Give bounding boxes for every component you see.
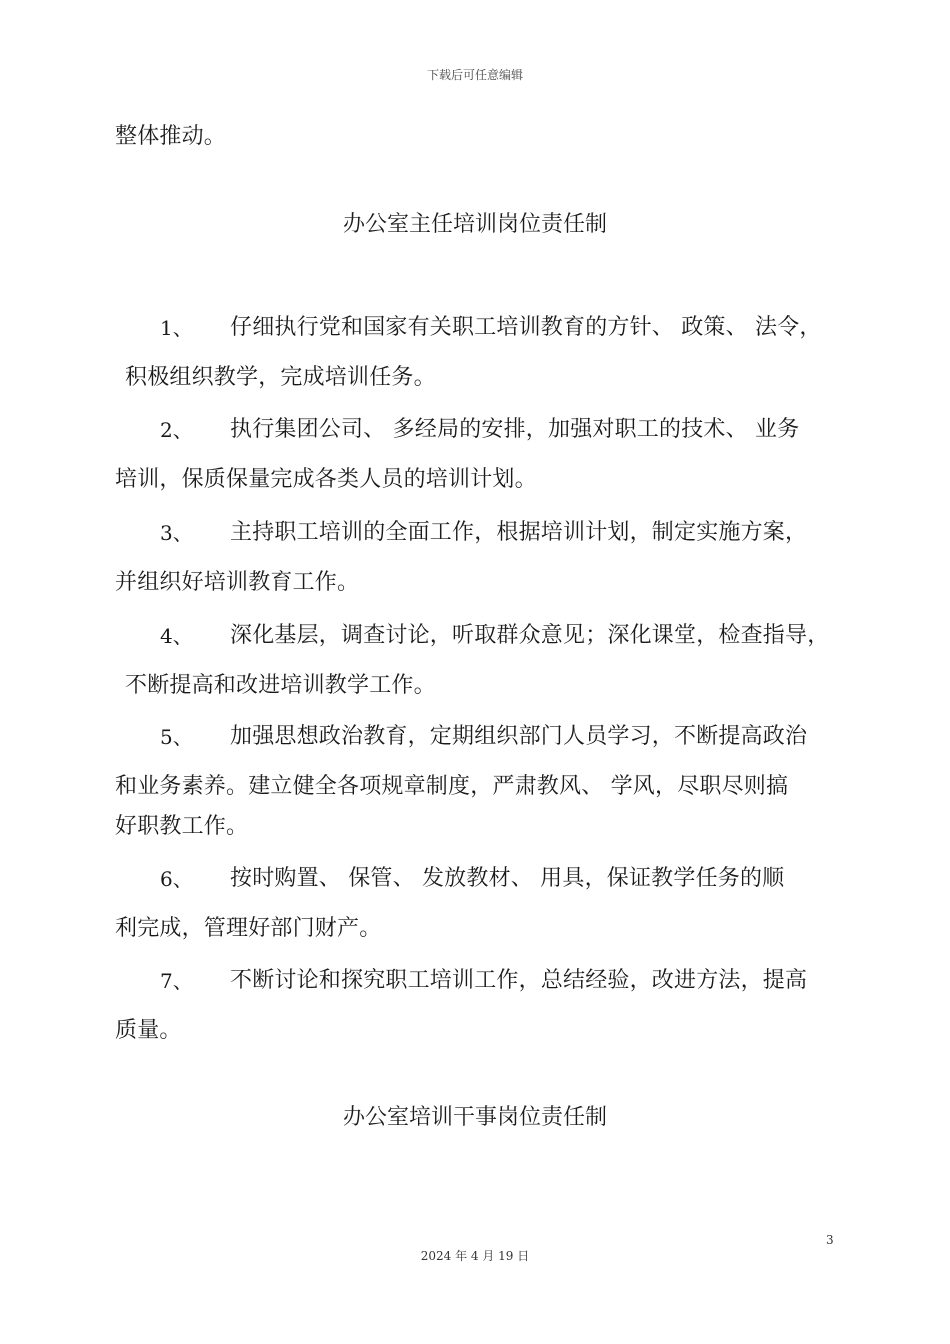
item-number: 1、 [160, 316, 193, 340]
item-text-continued: 并组织好培训教育工作。 [115, 570, 360, 595]
item-text-continued: 培训，保质保量完成各类人员的培训计划。 [115, 467, 537, 492]
page-header: 下载后可任意编辑 [426, 68, 523, 82]
item-text: 加强思想政治教育，定期组织部门人员学习，不断提高政治 [230, 724, 808, 749]
item-number: 3、 [160, 521, 193, 545]
intro-line: 整体推动。 [115, 124, 227, 149]
item-text-continued: 不断提高和改进培训教学工作。 [125, 673, 436, 698]
item-text-continued: 积极组织教学，完成培训任务。 [125, 365, 436, 390]
item-text: 主持职工培训的全面工作，根据培训计划，制定实施方案， [230, 520, 808, 545]
item-text: 不断讨论和探究职工培训工作，总结经验，改进方法，提高 [230, 968, 808, 993]
item-number: 2、 [160, 418, 193, 442]
item-number: 4、 [160, 624, 193, 648]
item-text: 执行集团公司、 多经局的安排，加强对职工的技术、 业务 [230, 417, 800, 442]
item-text: 仔细执行党和国家有关职工培训教育的方针、 政策、 法令， [230, 315, 822, 340]
item-text-continued: 利完成，管理好部门财产。 [115, 916, 382, 941]
page-number: 3 [826, 1233, 834, 1247]
footer-date: 2024 年 4 月 19 日 [420, 1249, 530, 1263]
item-text-continued: 和业务素养。建立健全各项规章制度，严肃教风、 学风，尽职尽则搞 [115, 774, 789, 799]
item-number: 7、 [160, 969, 193, 993]
item-number: 6、 [160, 867, 193, 891]
section-title-officer: 办公室培训干事岗位责任制 [342, 1105, 607, 1130]
section-title-director: 办公室主任培训岗位责任制 [342, 212, 607, 237]
item-text-continued: 质量。 [115, 1018, 182, 1043]
item-text: 按时购置、 保管、 发放教材、 用具，保证教学任务的顺 [230, 866, 785, 891]
item-text: 深化基层，调查讨论，听取群众意见；深化课堂，检查指导， [230, 623, 830, 648]
item-number: 5、 [160, 725, 193, 749]
item-text-continued: 好职教工作。 [115, 814, 249, 839]
